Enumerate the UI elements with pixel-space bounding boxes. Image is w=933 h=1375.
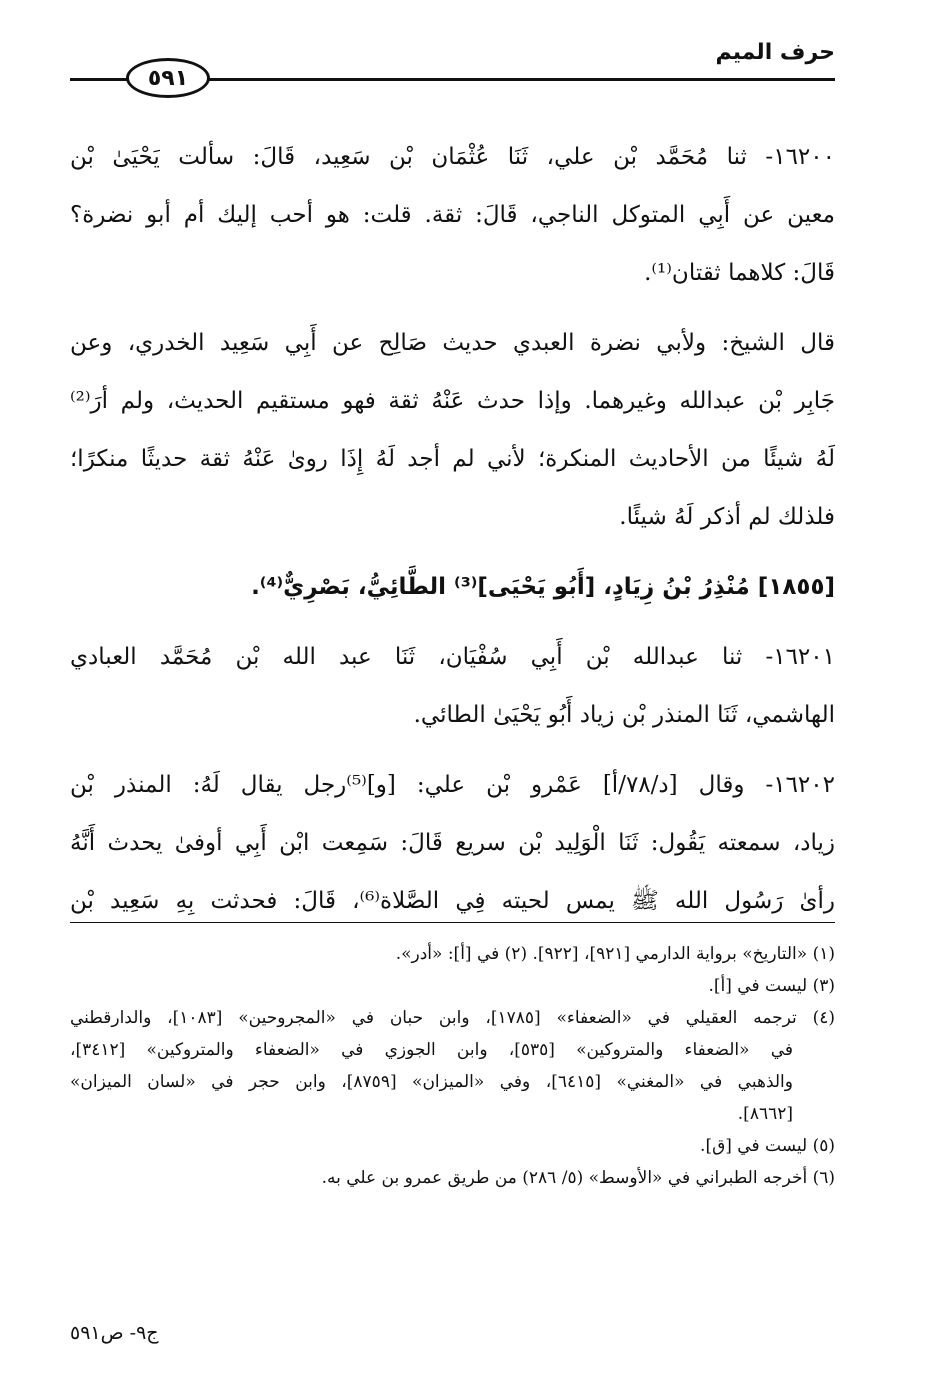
- text-line: قال الشيخ: ولأبي نضرة العبدي حديث صَالِح عن أَبِي سَعِيد الخدري، وعن: [70, 330, 835, 356]
- footnote-separator: [70, 922, 835, 923]
- text-line: ١٦٢٠١- ثنا عبدالله بْن أَبِي سُفْيَان، ثَنَا عبد الله بْن مُحَمَّد العبادي: [70, 644, 835, 670]
- text-line: فلذلك لم أذكر لَهُ شيئًا.: [619, 504, 835, 530]
- text-line: جَابِر بْن عبدالله وغيرهما. وإذا حدث عَنْهُ ثقة فهو مستقيم الحديث، ولم أرَ⁽²⁾: [70, 388, 835, 414]
- text-line: معين عن أَبِي المتوكل الناجي، قَالَ: ثقة. قلت: هو أحب إليك أم أبو نضرة؟: [70, 202, 835, 228]
- footnotes: [70, 938, 835, 1194]
- text-line: ١٦٢٠٢- وقال [د/٧٨/أ] عَمْرو بْن علي: [و]⁽⁵⁾رجل يقال لَهُ: المنذر بْن: [70, 772, 835, 798]
- text-line: قَالَ: كلاهما ثقتان⁽¹⁾.: [644, 260, 835, 286]
- footnote-continuation: في «الضعفاء والمتروكين» [٥٣٥]، وابن الجوزي في «الضعفاء والمتروكين» [٣٤١٢]،: [70, 1040, 793, 1060]
- text-line: رأىٰ رَسُول الله ﷺ يمس لحيته فِي الصَّلاة⁽⁶⁾، قَالَ: فحدثت بِهِ سَعِيد بْن: [70, 888, 835, 914]
- footnote-continuation: [٨٦٦٢].: [737, 1104, 793, 1124]
- footnote: (٣) ليست في [أ].: [708, 976, 835, 996]
- main-text: [70, 128, 835, 930]
- entry-heading: [١٨٥٥] مُنْذِرُ بْنُ زِيَادٍ، [أَبُو يَحْيَى]⁽³⁾ الطَّائِيُّ، بَصْرِيٌّ⁽⁴⁾.: [251, 574, 835, 600]
- footnote: (٥) ليست في [ق].: [700, 1136, 835, 1156]
- page-number-badge: ٥٩١: [126, 58, 210, 98]
- footnote: (١) «التاريخ» برواية الدارمي [٩٢١]، [٩٢٢]. (٢) في [أ]: «أدر».: [395, 944, 835, 964]
- volume-page-reference: ج٩- ص٥٩١: [70, 1322, 159, 1344]
- footnote: (٦) أخرجه الطبراني في «الأوسط» (٥/ ٢٨٦) من طريق عمرو بن علي به.: [321, 1168, 835, 1188]
- running-header-title: حرف الميم: [715, 40, 835, 65]
- footnote: (٤) ترجمه العقيلي في «الضعفاء» [١٧٨٥]، وابن حبان في «المجروحين» [١٠٨٣]، والدارقطني: [70, 1008, 835, 1028]
- text-line: لَهُ شيئًا من الأحاديث المنكرة؛ لأني لم أجد لَهُ إِذَا روىٰ عَنْهُ ثقة حديثًا منكرًا؛: [70, 446, 835, 472]
- text-line: ١٦٢٠٠- ثنا مُحَمَّد بْن علي، ثَنَا عُثْمَان بْن سَعِيد، قَالَ: سألت يَحْيَىٰ بْن: [70, 144, 835, 170]
- text-line: زياد، سمعته يَقُول: ثَنَا الْوَلِيد بْن سريع قَالَ: سَمِعت ابْن أَبِي أوفىٰ يحدث أَنَّهُ: [70, 830, 835, 856]
- footnote-continuation: والذهبي في «المغني» [٦٤١٥]، وفي «الميزان» [٨٧٥٩]، وابن حجر في «لسان الميزان»: [70, 1072, 793, 1092]
- text-line: الهاشمي، ثَنَا المنذر بْن زياد أَبُو يَحْيَىٰ الطائي.: [413, 702, 835, 728]
